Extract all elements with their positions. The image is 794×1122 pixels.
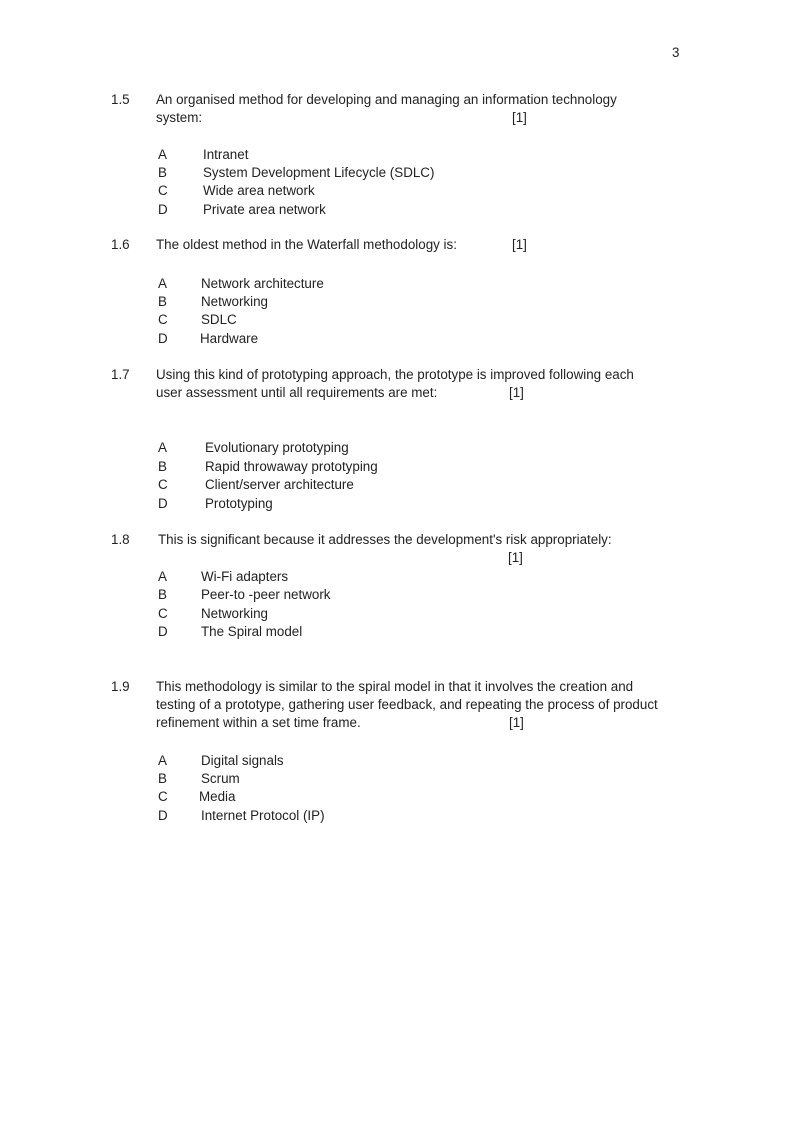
question-text: testing of a prototype, gathering user feedback, and repeating the process of product [156, 697, 658, 712]
option-letter: C [158, 789, 168, 804]
option-letter: D [158, 624, 168, 639]
option-text: System Development Lifecycle (SDLC) [203, 165, 435, 180]
question-text: user assessment until all requirements are met: [156, 385, 438, 400]
option-letter: C [158, 477, 168, 492]
option-letter: B [158, 459, 167, 474]
question-number: 1.7 [111, 367, 130, 382]
question-number: 1.9 [111, 679, 130, 694]
option-letter: D [158, 202, 168, 217]
option-letter: A [158, 147, 167, 162]
option-text: Wi-Fi adapters [201, 569, 289, 584]
option-letter: D [158, 808, 168, 823]
question-text: The oldest method in the Waterfall methodology is: [156, 237, 457, 252]
option-text: The Spiral model [201, 624, 303, 639]
option-text: Intranet [203, 147, 249, 162]
question-text: system: [156, 110, 203, 125]
option-letter: A [158, 276, 167, 291]
option-letter: B [158, 165, 167, 180]
option-letter: B [158, 771, 167, 786]
option-text: Internet Protocol (IP) [201, 808, 325, 823]
marks: [1] [508, 550, 523, 565]
option-letter: C [158, 606, 168, 621]
option-text: Media [199, 789, 236, 804]
option-text: Hardware [200, 331, 259, 346]
question-text: refinement within a set time frame. [156, 715, 361, 730]
question-text: An organised method for developing and managing an information technology [156, 92, 617, 107]
option-text: SDLC [201, 312, 237, 327]
option-text: Network architecture [201, 276, 324, 291]
option-letter: B [158, 294, 167, 309]
option-text: Prototyping [205, 496, 273, 511]
marks: [1] [512, 110, 527, 125]
option-letter: C [158, 183, 168, 198]
option-text: Wide area network [203, 183, 315, 198]
option-letter: A [158, 569, 167, 584]
question-text: This methodology is similar to the spiral model in that it involves the creation and [156, 679, 634, 694]
option-letter: A [158, 440, 167, 455]
option-text: Networking [201, 294, 268, 309]
option-letter: C [158, 312, 168, 327]
option-letter: B [158, 587, 167, 602]
option-letter: D [158, 496, 168, 511]
question-number: 1.8 [111, 532, 130, 547]
question-text: This is significant because it addresses the development's risk appropriately: [158, 532, 612, 547]
option-text: Digital signals [201, 753, 284, 768]
page-number: 3 [672, 45, 680, 60]
option-text: Client/server architecture [205, 477, 354, 492]
option-text: Scrum [201, 771, 240, 786]
marks: [1] [512, 237, 527, 252]
marks: [1] [509, 715, 524, 730]
option-letter: A [158, 753, 167, 768]
question-text: Using this kind of prototyping approach, the prototype is improved following each [156, 367, 634, 382]
marks: [1] [509, 385, 524, 400]
question-number: 1.5 [111, 92, 130, 107]
option-text: Peer-to -peer network [201, 587, 331, 602]
option-text: Rapid throwaway prototyping [205, 459, 378, 474]
option-text: Networking [201, 606, 268, 621]
option-text: Evolutionary prototyping [205, 440, 349, 455]
question-number: 1.6 [111, 237, 130, 252]
option-text: Private area network [203, 202, 326, 217]
option-letter: D [158, 331, 168, 346]
